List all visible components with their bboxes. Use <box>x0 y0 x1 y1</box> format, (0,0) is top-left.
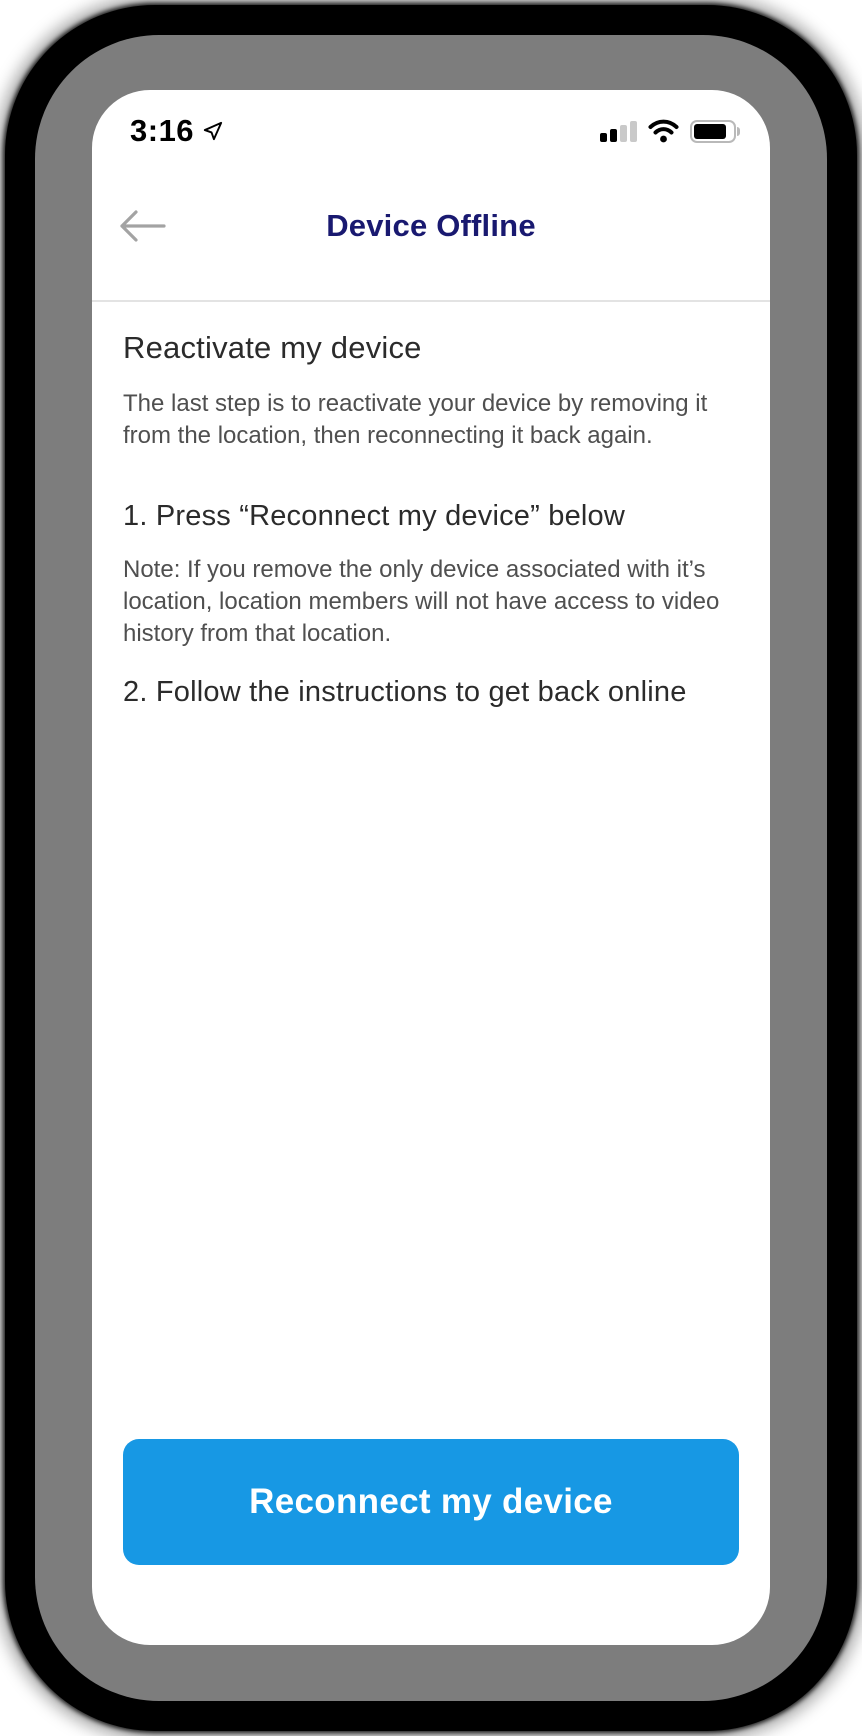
status-icons <box>600 119 740 143</box>
signal-bar <box>600 133 607 142</box>
cellular-signal-icon <box>600 120 637 142</box>
phone-bezel <box>35 35 827 1701</box>
battery-fill <box>694 124 726 139</box>
main-content <box>92 302 770 1439</box>
back-button[interactable] <box>112 200 172 252</box>
reconnect-device-button[interactable]: Reconnect my device <box>123 1439 739 1565</box>
location-arrow-icon <box>201 120 224 143</box>
signal-bar <box>610 129 617 142</box>
battery-icon <box>690 120 740 143</box>
phone-frame <box>5 5 857 1731</box>
signal-bar <box>620 125 627 142</box>
footer <box>92 1439 770 1645</box>
battery-body <box>690 120 736 143</box>
intro-paragraph: The last step is to reactivate your device by removing it from the location, then reconnecting it back again. <box>123 390 708 449</box>
note-paragraph: Note: If you remove the only device associated with it’s location, location members will not have access to video history from that location. <box>123 556 720 647</box>
status-time: 3:16 <box>130 113 195 148</box>
step2-heading: 2. Follow the instructions to get back online <box>123 676 687 708</box>
wifi-icon <box>648 119 679 143</box>
step1-heading: 1. Press “Reconnect my device” below <box>123 500 626 532</box>
content-heading: Reactivate my device <box>123 330 422 365</box>
page-title: Device Offline <box>326 208 536 243</box>
signal-bar <box>630 121 637 142</box>
app-screen <box>92 90 770 1645</box>
status-bar <box>92 90 770 152</box>
status-time-group <box>130 113 224 149</box>
back-arrow-icon <box>118 208 166 244</box>
battery-nub <box>737 127 740 136</box>
header <box>92 152 770 300</box>
